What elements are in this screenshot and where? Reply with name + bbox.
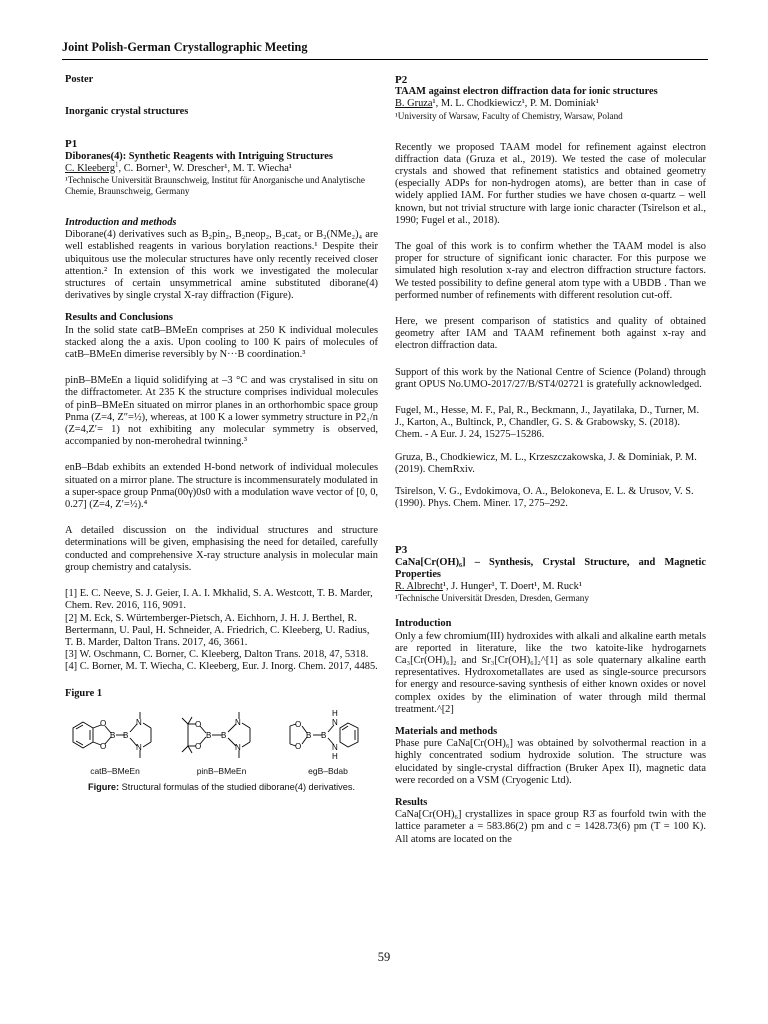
structure-drawing-egb-bdab (280, 708, 376, 764)
molecule-egb-bdab (280, 708, 376, 777)
abstract-title-p3: CaNa[Cr(OH)₆] – Synthesis, Crystal Structure, and Magnetic Properties (395, 556, 706, 580)
paragraph-p2: Recently we proposed TAAM model for refinement against electron diffraction data (Gruza et al., 2019). We tested the case of molecular crystals and showed that refinement statistics and obtained geometry (especially ADPs for non-hydrogen atoms), are better than in case of widely applied IAM. For further studies we have chosen α-quartz – well known, but not trivial structure with large ionic character (Tsirelson et al., 1990; Fugel et al., 2018). (395, 141, 706, 226)
molecule-catb-bmeen (67, 708, 163, 777)
svg-text:H: H (332, 751, 338, 761)
presenting-author-p2: B. Gruza (395, 98, 433, 110)
reference-item: Fugel, M., Hesse, M. F., Pal, R., Beckmann, J., Jayatilaka, D., Turner, M. J., Karton, A., Bultinck, P., Chandler, G. S. & Grabowsky, S. (2018). Chem. - A Eur. J. 24, 15275–15286. (395, 405, 700, 441)
svg-text:N: N (332, 742, 338, 752)
structure-drawing-catb-bmeen (67, 708, 163, 764)
abstract-title-p2: TAAM against electron diffraction data for ionic structures (395, 86, 658, 98)
affiliation-p1: ¹Technische Universität Braunschweig, Institut für Anorganische und Analytische Chemie, Braunschweig, Germany (65, 175, 365, 197)
running-header: Joint Polish-German Crystallographic Meeting (62, 40, 708, 60)
figure-caption-text: Structural formulas of the studied diborane(4) derivatives. (119, 781, 356, 792)
svg-text:B: B (123, 730, 129, 740)
intro-heading-p1: Introduction and methods (65, 217, 177, 229)
svg-text:N: N (234, 742, 241, 752)
svg-text:B: B (110, 730, 116, 740)
reference-item: [2] M. Eck, S. Würtemberger-Pietsch, A. Eichhorn, J. H. J. Berthel, R. Bertermann, U. Paul, H. Schneider, A. Friedrich, C. Kleeberg, U. Radius, T. B. Marder, Dalton Trans. 2017, 46, 3661. (65, 612, 370, 648)
acknowledgement-p2: Support of this work by the National Centre of Science (Poland) through grant OPUS No.UMO-2017/27/B/ST4/02721 is gratefully acknowledged. (395, 366, 706, 390)
molecule-pinb-bmeen (174, 708, 270, 777)
section-title: Inorganic crystal structures (65, 106, 189, 118)
molecule-label: catB–BMeEn (90, 765, 140, 776)
poster-label: Poster (65, 74, 94, 85)
svg-text:B: B (205, 730, 211, 740)
reference-item: [1] E. C. Neeve, S. J. Geier, I. A. I. Mkhalid, S. A. Westcott, T. B. Marder, Chem. Rev. 2016, 116, 9091. (65, 588, 373, 612)
results-para2-p1: pinB–BMeEn a liquid solidifying at –3 °C and was crystalised in situ on the diffractometer. At 235 K the structure comprises individual molecules of pinB–BMeEn situated on mirror planes in an orthorhombic space group Pnma (Z=4, Z″=½), whereas, at 100 K a lower symmetry structure in P2₁/n (Z=4,Z′= 1) not exhibiting any molecular symmetry is observed, accompanied by non-merohedral twinning.³ (65, 375, 378, 448)
results-para1-p1: In the solid state catB–BMeEn comprises at 250 K individual molecules stacked along the a axis. Upon cooling to 100 K pairs of molecules of catB–BMeEn dimerise reversibly by N···B coordination.³ (65, 324, 378, 361)
svg-text:O: O (100, 741, 107, 751)
svg-text:B: B (321, 730, 327, 740)
intro-text-p3: Only a few chromium(III) hydroxides with alkali and alkaline earth metals are reported in literature, like the two katoite-like hydrogarnets Ca₃[Cr(OH)₆]₂ and Sr₃[Cr(OH)₆]₂^[1] as sole quaternary alkaline earth representatives. Hydroxometallates are used as single-source precursors for energy and resource-saving synthesis of either known oxides or novel complex oxides by the elimination of water through mild thermal treatment.^[2] (395, 630, 706, 715)
abstract-id-p1: P1 (65, 138, 78, 151)
results-heading-p1: Results and Conclusions (65, 312, 173, 324)
svg-text:N: N (136, 717, 142, 727)
references-p1 (65, 588, 378, 673)
intro-text-p1: Diborane(4) derivatives such as B₂pin₂, B₂neop₂, B₂cat₂ or B₂(NMe₂)₄ are well established reagents in various borylation reactions.¹ Despite their ubiquitous use the molecular structures have only recently received closer attention.² In extension of this work we investigated the molecular structures of certain unsymmetrical amine substituted diborane(4) derivatives by single crystal X-ray diffraction (Figure). (65, 229, 378, 302)
figure-heading-p1: Figure 1 (65, 687, 103, 699)
reference-item: Gruza, B., Chodkiewicz, M. L., Krzeszczakowska, J. & Dominiak, P. M. (2019). ChemRxiv. (395, 451, 697, 475)
authors-p3 (395, 581, 706, 593)
reference-item: [3] W. Oschmann, C. Borner, C. Kleeberg, Dalton Trans. 2018, 47, 5318. (65, 649, 369, 661)
reference-item: Tsirelson, V. G., Evdokimova, O. A., Belokoneva, E. L. & Urusov, V. S. (1990). Phys. Chem. Miner. 17, 275–292. (395, 486, 694, 510)
abstract-title-p1: Diboranes(4): Synthetic Reagents with Intriguing Structures (65, 150, 333, 162)
svg-text:O: O (100, 718, 107, 728)
presenting-author-p1: C. Kleeberg (65, 162, 116, 174)
page-number: 59 (377, 950, 391, 964)
coauthors-p2: ¹, M. L. Chodkiewicz¹, P. M. Dominiak¹ (432, 98, 599, 110)
right-column (395, 74, 706, 846)
svg-text:B: B (306, 730, 312, 740)
results-text-p3: CaNa[Cr(OH)₆] crystallizes in space group R3̄ as fourfold twin with the lattice parameter a = 583.86(2) pm and c = 1428.73(6) pm (T = 100 K). All atoms are located on the (395, 809, 706, 845)
presenting-author-p3: R. Albrecht (395, 581, 443, 593)
molecule-label: egB–Bdab (308, 765, 348, 776)
affiliation-p2: ¹University of Warsaw, Faculty of Chemistry, Warsaw, Poland (395, 110, 623, 121)
svg-text:O: O (194, 741, 201, 751)
paragraph-p2: The goal of this work is to confirm whether the TAAM model is also proper for structure of significant ionic character. For this purpose we simulated high resolution x-ray and electron diffraction structure factors. We tested possibility to define general atom type with a UBDB . Than we performed number of refinements with different resolution cut-off. (395, 241, 706, 301)
svg-text:N: N (234, 717, 241, 727)
svg-text:O: O (194, 719, 201, 729)
coauthors-p1: , C. Borner¹, W. Drescher¹, M. T. Wiecha¹ (118, 162, 292, 174)
svg-text:O: O (295, 719, 302, 729)
intro-heading-p3: Introduction (395, 618, 452, 630)
methods-text-p3: Phase pure CaNa[Cr(OH)₆] was obtained by solvothermal reaction in a highly concentrated sodium hydroxide solution. The structure was elucidated by single-crystal diffraction (Bruker Apex II), magnetic data were recorded on a VSM (Cryogenic Ltd). (395, 738, 706, 786)
methods-heading-p3: Materials and methods (395, 725, 498, 737)
svg-text:O: O (295, 741, 302, 751)
results-para4-p1: A detailed discussion on the individual structures and structure determinations will be given, emphasising the need for detailed, carefully conducted and comprehensive X-ray structure analysis in molecular main group chemistry and catalysis. (65, 525, 378, 573)
reference-item: [4] C. Borner, M. T. Wiecha, C. Kleeberg, Eur. J. Inorg. Chem. 2017, 4485. (65, 661, 378, 673)
authors-p2 (395, 98, 706, 110)
left-column (65, 74, 378, 793)
authors-p1: C. Kleeberg$^1$, C. Borner¹, W. Drescher¹, M. T. Wiecha¹ (65, 160, 292, 174)
svg-text:H: H (332, 708, 338, 718)
figure-caption-lead: Figure: (87, 781, 120, 792)
results-para3-p1: enB–Bdab exhibits an extended H-bond network of individual molecules situated on a mirror plane. The structure is incommensurately modulated in a super-space group Pnma(00γ)0s0 with a modulation wave vector of [0, 0, 0.27] (Z=4, Z′=½).⁴ (65, 462, 378, 511)
molecule-label: pinB–BMeEn (196, 765, 247, 776)
paragraph-p2: Here, we present comparison of statistics and quality of obtained geometry after IAM and TAAM refinement both against x-ray and electron diffraction data. (395, 316, 706, 352)
figure-caption (65, 781, 378, 793)
results-heading-p3: Results (395, 796, 428, 808)
affiliation-p3: ¹Technische Universität Dresden, Dresden, Germany (395, 593, 589, 604)
abstract-id-p3: P3 (395, 544, 408, 557)
figure-structural-formulas (65, 708, 378, 793)
svg-text:N: N (332, 717, 338, 727)
structure-drawing-pinb-bmeen (174, 708, 270, 764)
abstract-id-p2: P2 (395, 74, 408, 86)
svg-text:N: N (136, 742, 142, 752)
coauthors-p3: ¹, J. Hunger¹, T. Doert¹, M. Ruck¹ (442, 581, 582, 593)
svg-text:B: B (220, 730, 226, 740)
